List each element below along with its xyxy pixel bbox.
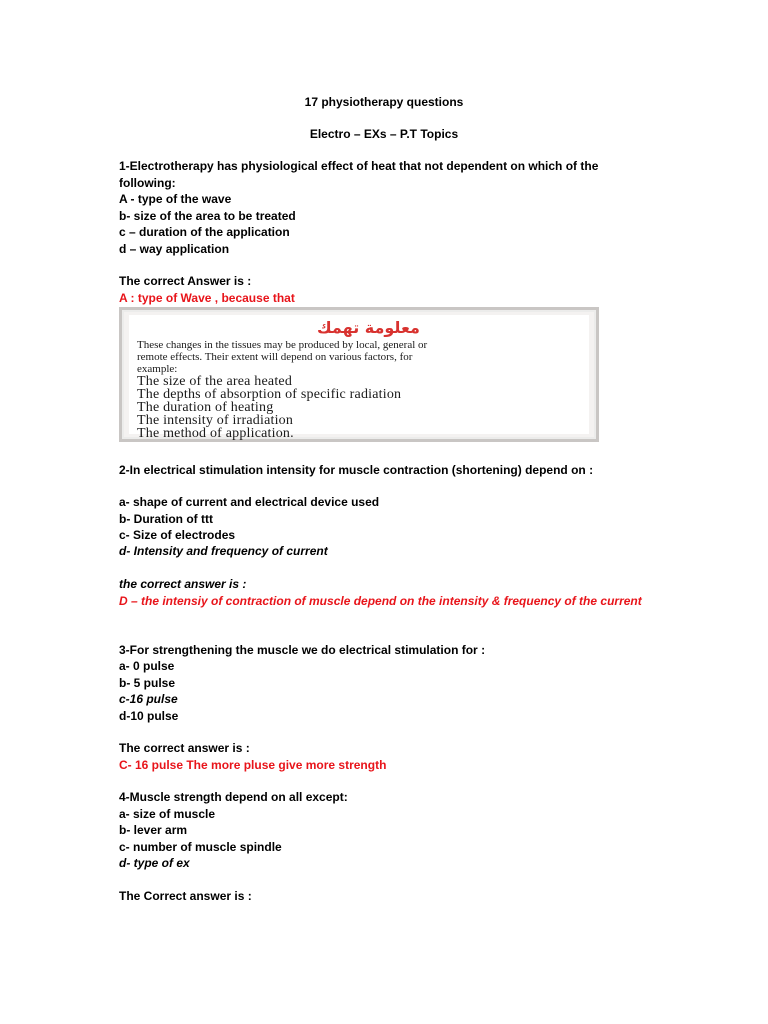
q2-answer-label: the correct answer is : [119,577,247,591]
q1-option-b: b- size of the area to be treated [119,209,296,223]
q4-option-d: d- type of ex [119,856,190,870]
q3-option-b: b- 5 pulse [119,676,176,690]
q3-option-a: a- 0 pulse [119,659,175,673]
q2-answer: D – the intensiy of contraction of muscle depend on the intensity & frequency of the current [119,594,642,608]
document-subtitle: Electro – EXs – P.T Topics [309,127,459,141]
q3-option-c: c-16 pulse [119,692,178,706]
scan-list-item: The depths of absorption of specific radiation [137,387,402,402]
q4-option-b: b- lever arm [119,823,188,837]
q1-option-a: A - type of the wave [119,192,232,206]
q1-question-cont: following: [119,176,176,190]
q1-answer: A : type of Wave , because that [119,291,295,305]
scan-list-item: The method of application. [137,426,294,441]
q1-question: 1-Electrotherapy has physiological effect of heat that not dependent on which of the [119,159,599,173]
q2-option-b: b- Duration of ttt [119,512,213,526]
q4-option-a: a- size of muscle [119,807,216,821]
q2-option-a: a- shape of current and electrical device used [119,495,380,509]
q2-option-c: c- Size of electrodes [119,528,236,542]
q3-option-d: d-10 pulse [119,709,179,723]
scan-list-item: The intensity of irradiation [137,413,294,428]
q4-answer-label: The Correct answer is : [119,889,252,903]
scan-list-item: The duration of heating [137,400,274,415]
scan-paragraph-line: These changes in the tissues may be produced by local, general or [137,339,428,351]
q3-answer: C- 16 pulse The more pluse give more strength [119,758,387,772]
scan-list-item: The size of the area heated [137,374,293,389]
scan-paragraph-line: remote effects. Their extent will depend on various factors, for [137,351,413,363]
q2-option-d: d- Intensity and frequency of current [119,544,328,558]
scan-paragraph-line: example: [137,363,178,375]
arabic-heading: معلومة تهمك [317,318,420,337]
document-title: 17 physiotherapy questions [304,95,464,109]
q3-question: 3-For strengthening the muscle we do electrical stimulation for : [119,643,486,657]
q2-question: 2-In electrical stimulation intensity for muscle contraction (shortening) depend on : [119,463,594,477]
q1-option-c: c – duration of the application [119,225,290,239]
q1-answer-label: The correct Answer is : [119,274,252,288]
q1-option-d: d – way application [119,242,230,256]
q4-option-c: c- number of muscle spindle [119,840,282,854]
q3-answer-label: The correct answer is : [119,741,250,755]
scanned-excerpt-image [119,307,599,442]
q4-question: 4-Muscle strength depend on all except: [119,790,348,804]
